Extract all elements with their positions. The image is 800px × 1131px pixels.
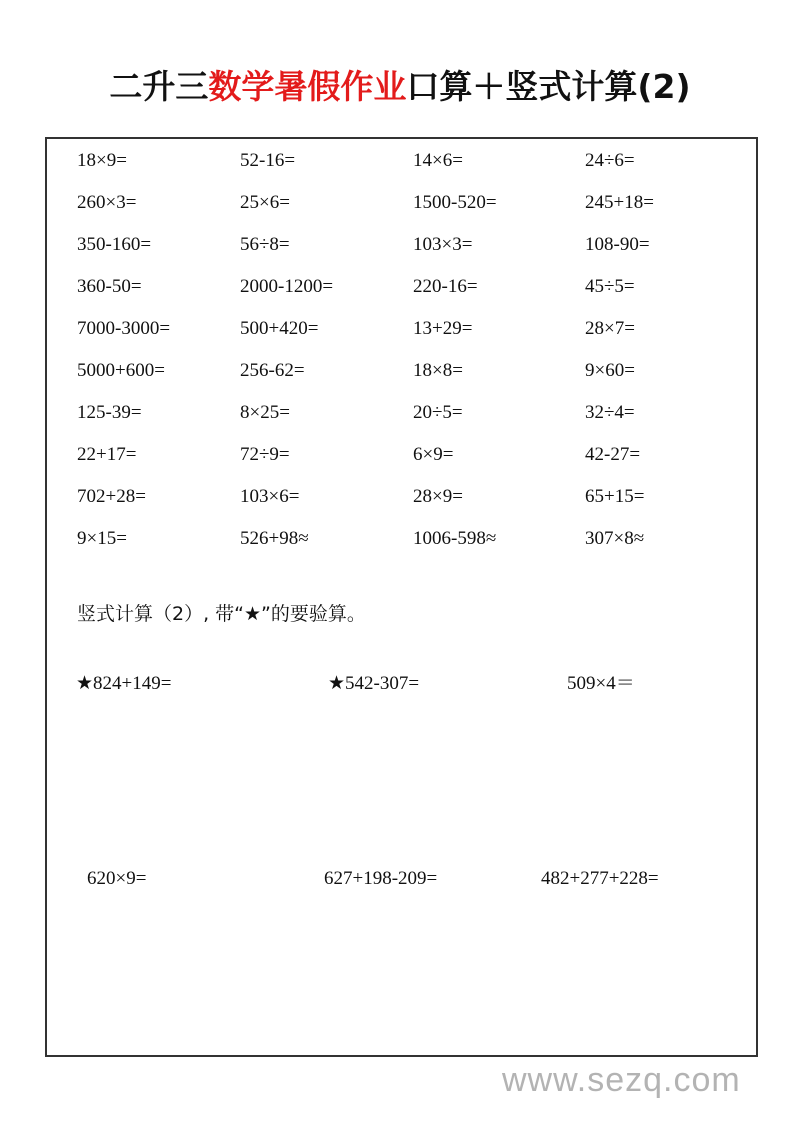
title-subject: 数学暑假作业	[208, 67, 407, 106]
vertical-problem-3: 509×4＝	[567, 673, 635, 694]
oral-problem: 2000-1200=	[240, 276, 334, 297]
oral-problem: 8×25=	[240, 402, 290, 423]
oral-row	[77, 518, 737, 560]
oral-problem: 103×3=	[413, 234, 473, 255]
oral-problem: 65+15=	[585, 486, 645, 507]
oral-problem: 103×6=	[240, 486, 300, 507]
oral-problem: 307×8≈	[585, 528, 645, 549]
vertical-problem-4: 620×9=	[87, 868, 147, 889]
title-topic: 口算＋竖式计算(2)	[406, 67, 691, 106]
oral-problem: 32÷4=	[585, 402, 635, 423]
oral-row	[77, 182, 737, 224]
oral-problem: 13+29=	[413, 318, 473, 339]
oral-problem: 245+18=	[585, 192, 654, 213]
oral-problem: 702+28=	[77, 486, 146, 507]
oral-problem: 260×3=	[77, 192, 137, 213]
oral-row	[77, 140, 737, 182]
oral-problem: 108-90=	[585, 234, 650, 255]
oral-problem: 500+420=	[240, 318, 319, 339]
oral-problem: 18×8=	[413, 360, 463, 381]
oral-problem: 52-16=	[240, 150, 296, 171]
oral-problem: 22+17=	[77, 444, 137, 465]
oral-problem: 526+98≈	[240, 528, 309, 549]
oral-problem: 20÷5=	[413, 402, 463, 423]
oral-problem: 360-50=	[77, 276, 142, 297]
oral-problem: 56÷8=	[240, 234, 290, 255]
oral-row	[77, 350, 737, 392]
oral-problem: 45÷5=	[585, 276, 635, 297]
title-grade: 二升三	[109, 67, 209, 106]
oral-row	[77, 308, 737, 350]
oral-problem: 125-39=	[77, 402, 142, 423]
oral-problem: 5000+600=	[77, 360, 165, 381]
oral-row	[77, 392, 737, 434]
oral-row	[77, 224, 737, 266]
vertical-problem-6: 482+277+228=	[541, 868, 659, 889]
oral-problem: 350-160=	[77, 234, 152, 255]
oral-problem: 220-16=	[413, 276, 478, 297]
oral-problem: 9×15=	[77, 528, 127, 549]
worksheet-title	[0, 62, 800, 112]
oral-problem: 256-62=	[240, 360, 305, 381]
oral-problem: 28×7=	[585, 318, 635, 339]
oral-problem: 1006-598≈	[413, 528, 497, 549]
watermark: www.sezq.com	[502, 1061, 741, 1099]
worksheet-frame	[45, 137, 758, 1057]
oral-problem: 9×60=	[585, 360, 635, 381]
oral-row	[77, 476, 737, 518]
oral-problem: 18×9=	[77, 150, 127, 171]
vertical-calculation-heading: 竖式计算（2）, 带“★”的要验算。	[77, 603, 366, 625]
oral-problem: 28×9=	[413, 486, 463, 507]
oral-problem: 6×9=	[413, 444, 454, 465]
oral-row	[77, 434, 737, 476]
oral-problem: 25×6=	[240, 192, 290, 213]
vertical-problem-1: ★824+149=	[76, 673, 172, 694]
oral-problem: 24÷6=	[585, 150, 635, 171]
vertical-problem-2: ★542-307=	[328, 673, 420, 694]
oral-problem: 42-27=	[585, 444, 641, 465]
oral-row	[77, 266, 737, 308]
oral-problem: 1500-520=	[413, 192, 497, 213]
oral-problem: 14×6=	[413, 150, 463, 171]
oral-problem: 72÷9=	[240, 444, 290, 465]
oral-problem: 7000-3000=	[77, 318, 171, 339]
vertical-problem-5: 627+198-209=	[324, 868, 438, 889]
